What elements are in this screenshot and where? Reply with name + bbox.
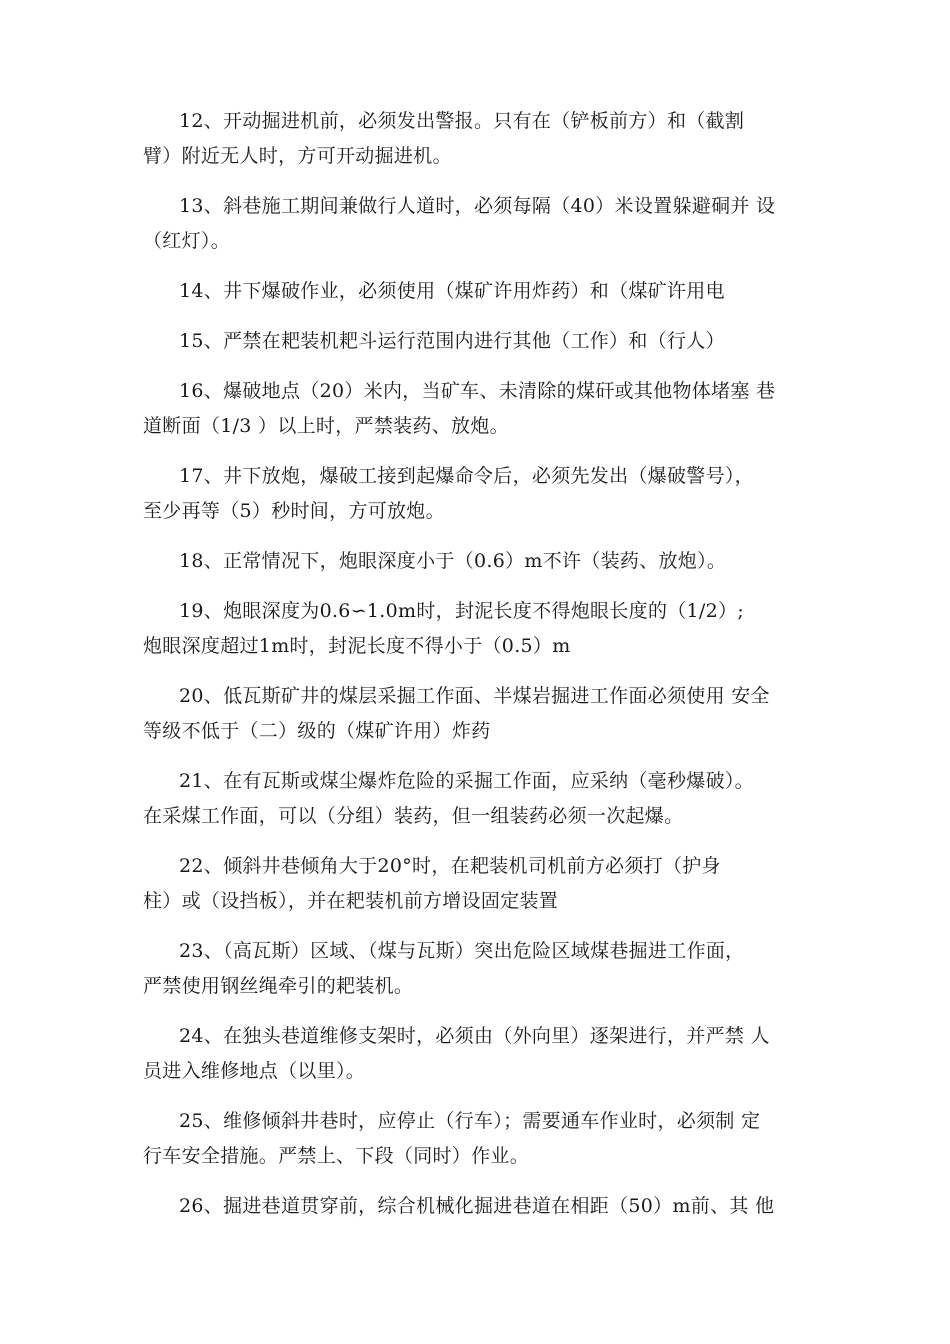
text-line: 等级不低于（二）级的（煤矿许用）炸药: [143, 720, 491, 742]
text-line: 23、（高瓦斯）区域、（煤与瓦斯）突出危险区域煤巷掘进工作面，: [179, 940, 745, 962]
text-line: 22、倾斜井巷倾角大于20°时，在耙装机司机前方必须打（护身: [179, 855, 721, 877]
text-line: 炮眼深度超过1m时，封泥长度不得小于（0.5）m: [143, 635, 571, 657]
text-line: 16、爆破地点（20）米内，当矿车、未清除的煤矸或其他物体堵塞 巷: [179, 380, 776, 402]
text-line: 严禁使用钢丝绳牵引的耙装机。: [143, 975, 414, 997]
text-line: 21、在有瓦斯或煤尘爆炸危险的采掘工作面，应采纳（毫秒爆破）。: [179, 770, 754, 792]
text-line: （红灯）。: [143, 230, 231, 252]
text-line: 14、井下爆破作业，必须使用（煤矿许用炸药）和（煤矿许用电: [179, 280, 725, 302]
text-line: 至少再等（5）秒时间，方可放炮。: [143, 500, 445, 522]
text-line: 25、维修倾斜井巷时，应停止（行车）；需要通车作业时，必须制 定: [179, 1110, 761, 1132]
list-item: [143, 1019, 833, 1089]
text-line: 19、炮眼深度为0.6∽1.0m时，封泥长度不得炮眼长度的（1/2）;: [179, 600, 745, 622]
text-line: 15、严禁在耙装机耙斗运行范围内进行其他（工作）和（行人）: [179, 330, 725, 352]
list-item: [143, 459, 833, 529]
text-line: 行车安全措施。严禁上、下段（同时）作业。: [143, 1145, 530, 1167]
text-line: 在采煤工作面，可以（分组）装药，但一组装药必须一次起爆。: [143, 805, 684, 827]
list-item: [143, 849, 833, 919]
list-item: [143, 934, 833, 1004]
list-item: [143, 374, 833, 444]
text-line: 员进入维修地点（以里）。: [143, 1060, 366, 1082]
list-item: [143, 1189, 833, 1224]
text-line: 18、正常情况下，炮眼深度小于（0.6）m不许（装药、放炮）。: [179, 550, 727, 572]
list-item: [143, 104, 833, 174]
list-item: [143, 1104, 833, 1174]
list-item: [143, 679, 833, 749]
document-body: [143, 104, 833, 1239]
list-item: [143, 324, 833, 359]
text-line: 17、井下放炮，爆破工接到起爆命令后，必须先发出（爆破警号），: [179, 465, 754, 487]
text-line: 24、在独头巷道维修支架时，必须由（外向里）逐架进行，并严禁 人: [179, 1025, 770, 1047]
list-item: [143, 189, 833, 259]
text-line: 道断面（1/3 ）以上时，严禁装药、放炮。: [143, 415, 509, 437]
list-item: [143, 274, 833, 309]
list-item: [143, 764, 833, 834]
list-item: [143, 544, 833, 579]
list-item: [143, 594, 833, 664]
text-line: 20、低瓦斯矿井的煤层采掘工作面、半煤岩掘进工作面必须使用 安全: [179, 685, 770, 707]
text-line: 13、斜巷施工期间兼做行人道时，必须每隔（40）米设置躲避硐并 设: [179, 195, 776, 217]
text-line: 12、开动掘进机前，必须发出警报。只有在（铲板前方）和（截割: [179, 110, 745, 132]
text-line: 26、掘进巷道贯穿前，综合机械化掘进巷道在相距（50）m前、其 他: [179, 1195, 775, 1217]
text-line: 柱）或（设挡板），并在耙装机前方增设固定装置: [143, 890, 559, 912]
text-line: 臂）附近无人时，方可开动掘进机。: [143, 145, 452, 167]
